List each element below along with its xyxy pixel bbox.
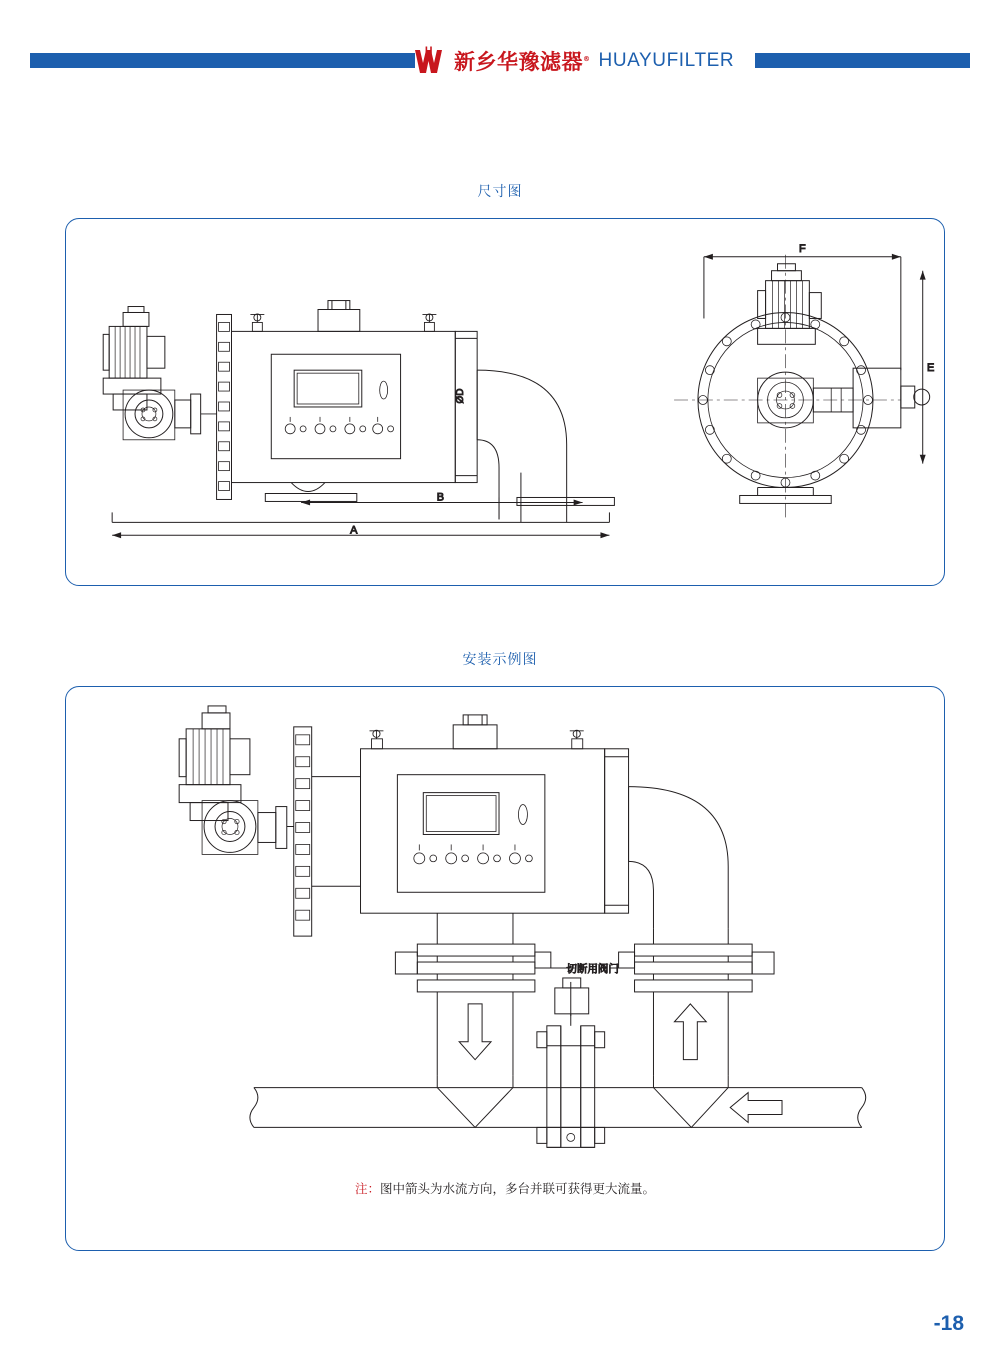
svg-text:切断用阀门: 切断用阀门 [566, 962, 619, 975]
brand-name-cn [454, 46, 591, 76]
svg-text:E: E [927, 362, 935, 375]
page-header [0, 40, 1000, 82]
brand-lockup [412, 40, 772, 82]
brand-name-en: HUAYUFILTER [598, 50, 735, 71]
install-section-title: 安装示例图 [462, 652, 538, 668]
page-number: -18 [933, 1312, 964, 1335]
svg-text:B: B [436, 491, 445, 504]
diagram-note [65, 1179, 945, 1197]
huayu-logo-icon [412, 46, 446, 76]
header-rule-left [30, 53, 415, 68]
install-drawing [66, 687, 944, 1250]
install-drawing-panel [65, 686, 945, 1251]
svg-text:F: F [799, 242, 806, 255]
dimension-drawing [66, 219, 944, 585]
svg-text:A: A [350, 524, 358, 537]
dimension-drawing-panel [65, 218, 945, 586]
note-label: 注： [354, 1181, 380, 1196]
header-rule-right [755, 53, 970, 68]
dimension-section-title: 尺寸图 [477, 184, 523, 200]
note-text: 图中箭头为水流方向，多台并联可获得更大流量。 [380, 1181, 656, 1196]
registered-mark: ® [583, 55, 591, 63]
brand-name-cn-text: 新乡华豫滤器 [454, 50, 583, 74]
svg-text:ØD: ØD [455, 388, 467, 404]
